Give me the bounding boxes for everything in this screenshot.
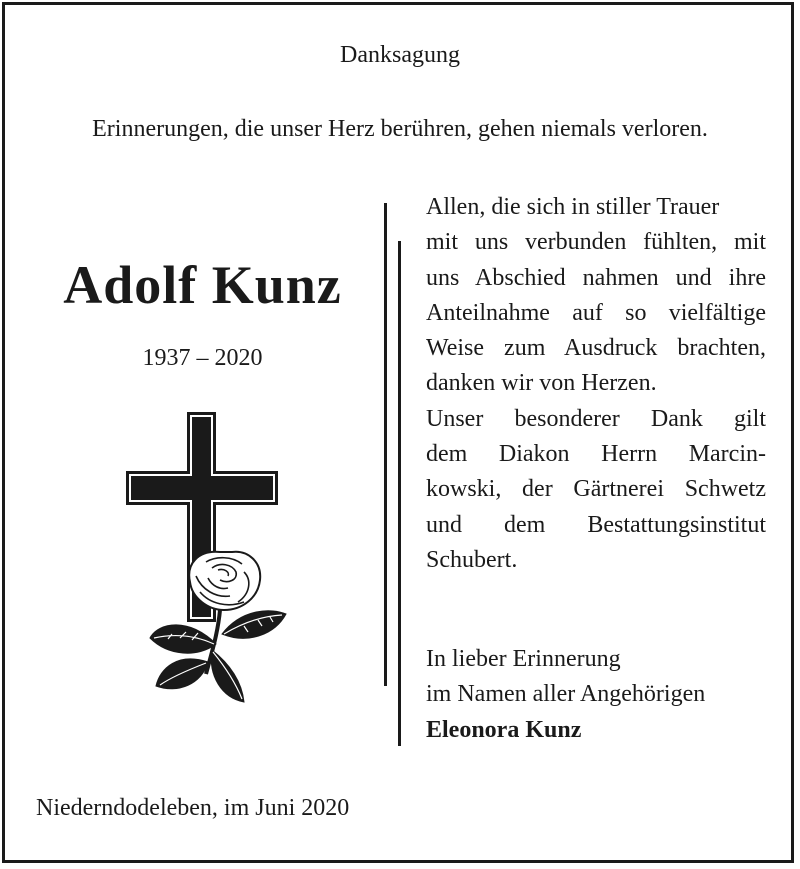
thank-you-message bbox=[426, 190, 766, 578]
message-line: danken wir von Herzen. bbox=[426, 370, 657, 397]
divider-rule bbox=[398, 241, 401, 746]
place-date: Niederndodeleben, im Juni 2020 bbox=[36, 795, 350, 821]
message-line: mit uns verbunden fühlten, mit bbox=[426, 229, 766, 256]
motto: Erinnerungen, die unser Herz berühren, gehen niemals verloren. bbox=[92, 116, 708, 142]
message-line: Schubert. bbox=[426, 546, 518, 573]
life-dates: 1937 – 2020 bbox=[142, 345, 263, 371]
message-line: Anteilnahme auf so vielfältige bbox=[426, 299, 766, 326]
closing-line: In lieber Erinnerung bbox=[426, 646, 621, 672]
message-line: Weise zum Ausdruck brachten, bbox=[426, 335, 766, 362]
notice-heading: Danksagung bbox=[340, 42, 460, 68]
message-line: kowski, der Gärtnerei Schwetz bbox=[426, 476, 766, 503]
message-line: Unser besonderer Dank gilt bbox=[426, 405, 766, 432]
signer-name: Eleonora Kunz bbox=[426, 716, 582, 743]
deceased-name: Adolf Kunz bbox=[63, 255, 342, 315]
message-line: Allen, die sich in stiller Trauer bbox=[426, 194, 720, 220]
closing-block bbox=[426, 642, 766, 748]
message-line: dem Diakon Herrn Marcin- bbox=[426, 441, 766, 468]
message-line: uns Abschied nahmen und ihre bbox=[426, 264, 766, 291]
divider-rule bbox=[384, 203, 387, 686]
cross-with-rose-icon bbox=[120, 412, 295, 712]
closing-line: im Namen aller Angehörigen bbox=[426, 681, 706, 708]
message-line: und dem Bestattungsinstitut bbox=[426, 511, 766, 538]
